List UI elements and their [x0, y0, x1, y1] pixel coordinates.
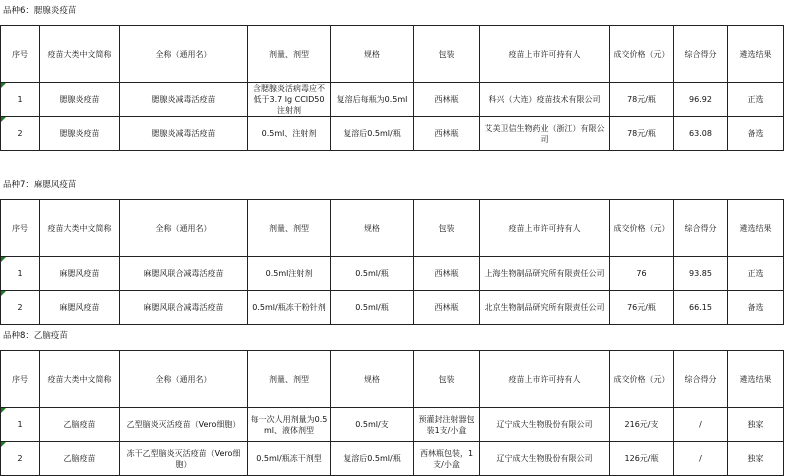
header-seq: 序号	[1, 351, 40, 408]
cell-full-name	[120, 117, 248, 151]
cell-text: 复溶后0.5ml/瓶	[343, 129, 401, 138]
cell-comment-marker	[1, 408, 6, 413]
cell-text: 96.92	[689, 95, 712, 104]
cell-text: 78元/瓶	[627, 95, 656, 104]
header-package: 包装	[414, 26, 480, 83]
header-holder: 疫苗上市许可持有人	[480, 351, 610, 408]
cell-seq	[1, 291, 40, 325]
cell-vaccine-type	[40, 117, 120, 151]
header-package: 包装	[414, 200, 480, 257]
cell-text: 66.15	[689, 303, 712, 312]
cell-seq	[1, 83, 40, 117]
cell-price	[610, 83, 674, 117]
header-result: 遴选结果	[728, 200, 784, 257]
header-result: 遴选结果	[728, 26, 784, 83]
cell-text: 麻腮风疫苗	[59, 269, 100, 278]
cell-text: 0.5ml/瓶	[355, 269, 389, 278]
cell-package	[414, 117, 480, 151]
cell-score	[674, 83, 728, 117]
section-title: 品种7：麻腮风疫苗	[3, 180, 77, 190]
cell-seq	[1, 257, 40, 291]
header-seq: 序号	[1, 200, 40, 257]
cell-vaccine-type	[40, 408, 120, 442]
cell-spec	[331, 442, 414, 476]
header-vaccine-type: 疫苗大类中文简称	[40, 200, 120, 257]
cell-text: 1	[17, 95, 23, 104]
cell-score	[674, 117, 728, 151]
cell-vaccine-type	[40, 291, 120, 325]
cell-text: 63.08	[689, 129, 712, 138]
cell-holder	[480, 83, 610, 117]
header-price: 成交价格（元）	[610, 200, 674, 257]
cell-text: 备选	[747, 129, 764, 138]
cell-text: 腮腺炎减毒活疫苗	[151, 95, 216, 104]
cell-text: 乙型脑炎灭活疫苗（Vero细胞）	[126, 420, 241, 429]
cell-score	[674, 257, 728, 291]
cell-comment-marker	[1, 83, 6, 88]
cell-text: 辽宁成大生物股份有限公司	[496, 454, 593, 463]
cell-package	[414, 408, 480, 442]
cell-full-name	[120, 442, 248, 476]
header-package: 包装	[414, 351, 480, 408]
cell-text: 西林瓶	[434, 95, 459, 104]
cell-vaccine-type	[40, 83, 120, 117]
cell-text: 93.85	[689, 269, 712, 278]
cell-package	[414, 291, 480, 325]
header-holder: 疫苗上市许可持有人	[480, 26, 610, 83]
header-dose-form: 剂量、剂型	[248, 351, 331, 408]
cell-text: 78元/瓶	[627, 129, 656, 138]
cell-dose-form	[248, 117, 331, 151]
cell-result	[728, 442, 784, 476]
header-price: 成交价格（元）	[610, 26, 674, 83]
table-header-row	[1, 200, 784, 257]
cell-price	[610, 408, 674, 442]
header-price: 成交价格（元）	[610, 351, 674, 408]
cell-text: 0.5ml/瓶冻干剂型	[256, 454, 322, 463]
cell-price	[610, 117, 674, 151]
cell-text: 腮腺炎减毒活疫苗	[151, 129, 216, 138]
header-full-name: 全称（通用名）	[120, 351, 248, 408]
cell-result	[728, 408, 784, 442]
cell-seq	[1, 442, 40, 476]
header-score: 综合得分	[674, 351, 728, 408]
header-full-name: 全称（通用名）	[120, 200, 248, 257]
cell-text: 科兴（大连）疫苗技术有限公司	[488, 95, 601, 104]
cell-score	[674, 291, 728, 325]
cell-vaccine-type	[40, 257, 120, 291]
header-score: 综合得分	[674, 26, 728, 83]
cell-text: 76元/瓶	[627, 303, 656, 312]
cell-dose-form	[248, 408, 331, 442]
cell-text: 冻干乙型脑炎灭活疫苗（Vero细胞）	[126, 448, 241, 469]
cell-text: 麻腮风联合减毒活疫苗	[143, 303, 224, 312]
cell-holder	[480, 257, 610, 291]
cell-holder	[480, 408, 610, 442]
cell-comment-marker	[1, 257, 6, 262]
cell-spec	[331, 408, 414, 442]
cell-text: 预灌封注射器包装1支/小盒	[418, 414, 475, 435]
cell-comment-marker	[1, 117, 6, 122]
cell-result	[728, 83, 784, 117]
cell-full-name	[120, 291, 248, 325]
cell-text: 复溶后每瓶为0.5ml	[336, 95, 408, 104]
cell-package	[414, 257, 480, 291]
cell-text: 艾美卫信生物药业（浙江）有限公司	[484, 123, 605, 144]
cell-package	[414, 83, 480, 117]
vaccine-table	[0, 350, 784, 476]
table-row	[1, 291, 784, 325]
cell-spec	[331, 291, 414, 325]
cell-text: 北京生物制品研究所有限责任公司	[484, 303, 605, 312]
cell-price	[610, 442, 674, 476]
header-spec: 规格	[331, 351, 414, 408]
header-result: 遴选结果	[728, 351, 784, 408]
cell-text: 独家	[747, 420, 764, 429]
table-row	[1, 442, 784, 476]
cell-holder	[480, 291, 610, 325]
cell-spec	[331, 83, 414, 117]
cell-package	[414, 442, 480, 476]
cell-text: 0.5ml/支	[355, 420, 389, 429]
header-full-name: 全称（通用名）	[120, 26, 248, 83]
cell-text: 西林瓶	[434, 303, 459, 312]
cell-text: 0.5ml/瓶冻干粉针剂	[252, 303, 326, 312]
cell-dose-form	[248, 291, 331, 325]
table-row	[1, 408, 784, 442]
header-holder: 疫苗上市许可持有人	[480, 200, 610, 257]
cell-text: /	[699, 454, 702, 463]
cell-dose-form	[248, 257, 331, 291]
cell-score	[674, 408, 728, 442]
table-row	[1, 117, 784, 151]
header-spec: 规格	[331, 26, 414, 83]
header-seq: 序号	[1, 26, 40, 83]
cell-holder	[480, 442, 610, 476]
cell-text: 乙脑疫苗	[63, 454, 96, 463]
cell-text: 正选	[747, 95, 764, 104]
cell-seq	[1, 408, 40, 442]
cell-text: 乙脑疫苗	[63, 420, 96, 429]
cell-text: 麻腮风联合减毒活疫苗	[143, 269, 224, 278]
cell-seq	[1, 117, 40, 151]
cell-result	[728, 291, 784, 325]
cell-dose-form	[248, 442, 331, 476]
cell-result	[728, 257, 784, 291]
cell-full-name	[120, 83, 248, 117]
cell-text: 正选	[747, 269, 764, 278]
cell-text: 备选	[747, 303, 764, 312]
cell-dose-form	[248, 83, 331, 117]
cell-score	[674, 442, 728, 476]
cell-vaccine-type	[40, 442, 120, 476]
cell-text: 西林瓶	[434, 129, 459, 138]
header-vaccine-type: 疫苗大类中文简称	[40, 26, 120, 83]
cell-text: /	[699, 420, 702, 429]
cell-text: 2	[17, 129, 23, 138]
cell-text: 腮腺炎疫苗	[59, 95, 100, 104]
header-spec: 规格	[331, 200, 414, 257]
header-dose-form: 剂量、剂型	[248, 200, 331, 257]
cell-text: 0.5ml/瓶	[355, 303, 389, 312]
header-dose-form: 剂量、剂型	[248, 26, 331, 83]
section-title: 品种8：乙脑疫苗	[3, 331, 68, 341]
header-vaccine-type: 疫苗大类中文简称	[40, 351, 120, 408]
cell-holder	[480, 117, 610, 151]
cell-text: 含腮腺炎活病毒应不低于3.7 lg CCID50注射剂	[253, 84, 325, 115]
cell-text: 上海生物制品研究所有限责任公司	[484, 269, 605, 278]
cell-text: 76	[636, 269, 647, 278]
cell-text: 西林瓶包装，1支/小盒	[419, 448, 474, 469]
vaccine-table	[0, 25, 784, 151]
cell-spec	[331, 257, 414, 291]
cell-text: 复溶后0.5ml/瓶	[343, 454, 401, 463]
cell-text: 216元/支	[624, 420, 659, 429]
cell-text: 2	[17, 303, 23, 312]
cell-text: 麻腮风疫苗	[59, 303, 100, 312]
cell-text: 1	[17, 420, 23, 429]
table-row	[1, 257, 784, 291]
cell-full-name	[120, 408, 248, 442]
cell-price	[610, 291, 674, 325]
table-header-row	[1, 351, 784, 408]
cell-text: 腮腺炎疫苗	[59, 129, 100, 138]
cell-text: 2	[17, 454, 23, 463]
cell-text: 辽宁成大生物股份有限公司	[496, 420, 593, 429]
cell-text: 0.5ml、注射剂	[261, 129, 317, 138]
cell-full-name	[120, 257, 248, 291]
cell-text: 0.5ml注射剂	[265, 269, 313, 278]
cell-result	[728, 117, 784, 151]
cell-text: 每一次人用剂量为0.5ml、液体剂型	[250, 414, 328, 435]
table-row	[1, 83, 784, 117]
cell-comment-marker	[1, 442, 6, 447]
vaccine-table	[0, 199, 784, 325]
cell-text: 1	[17, 269, 23, 278]
cell-text: 独家	[747, 454, 764, 463]
header-score: 综合得分	[674, 200, 728, 257]
cell-text: 西林瓶	[434, 269, 459, 278]
cell-price	[610, 257, 674, 291]
cell-text: 126元/瓶	[624, 454, 659, 463]
section-title: 品种6：腮腺炎疫苗	[3, 6, 77, 16]
cell-spec	[331, 117, 414, 151]
cell-comment-marker	[1, 291, 6, 296]
table-header-row	[1, 26, 784, 83]
